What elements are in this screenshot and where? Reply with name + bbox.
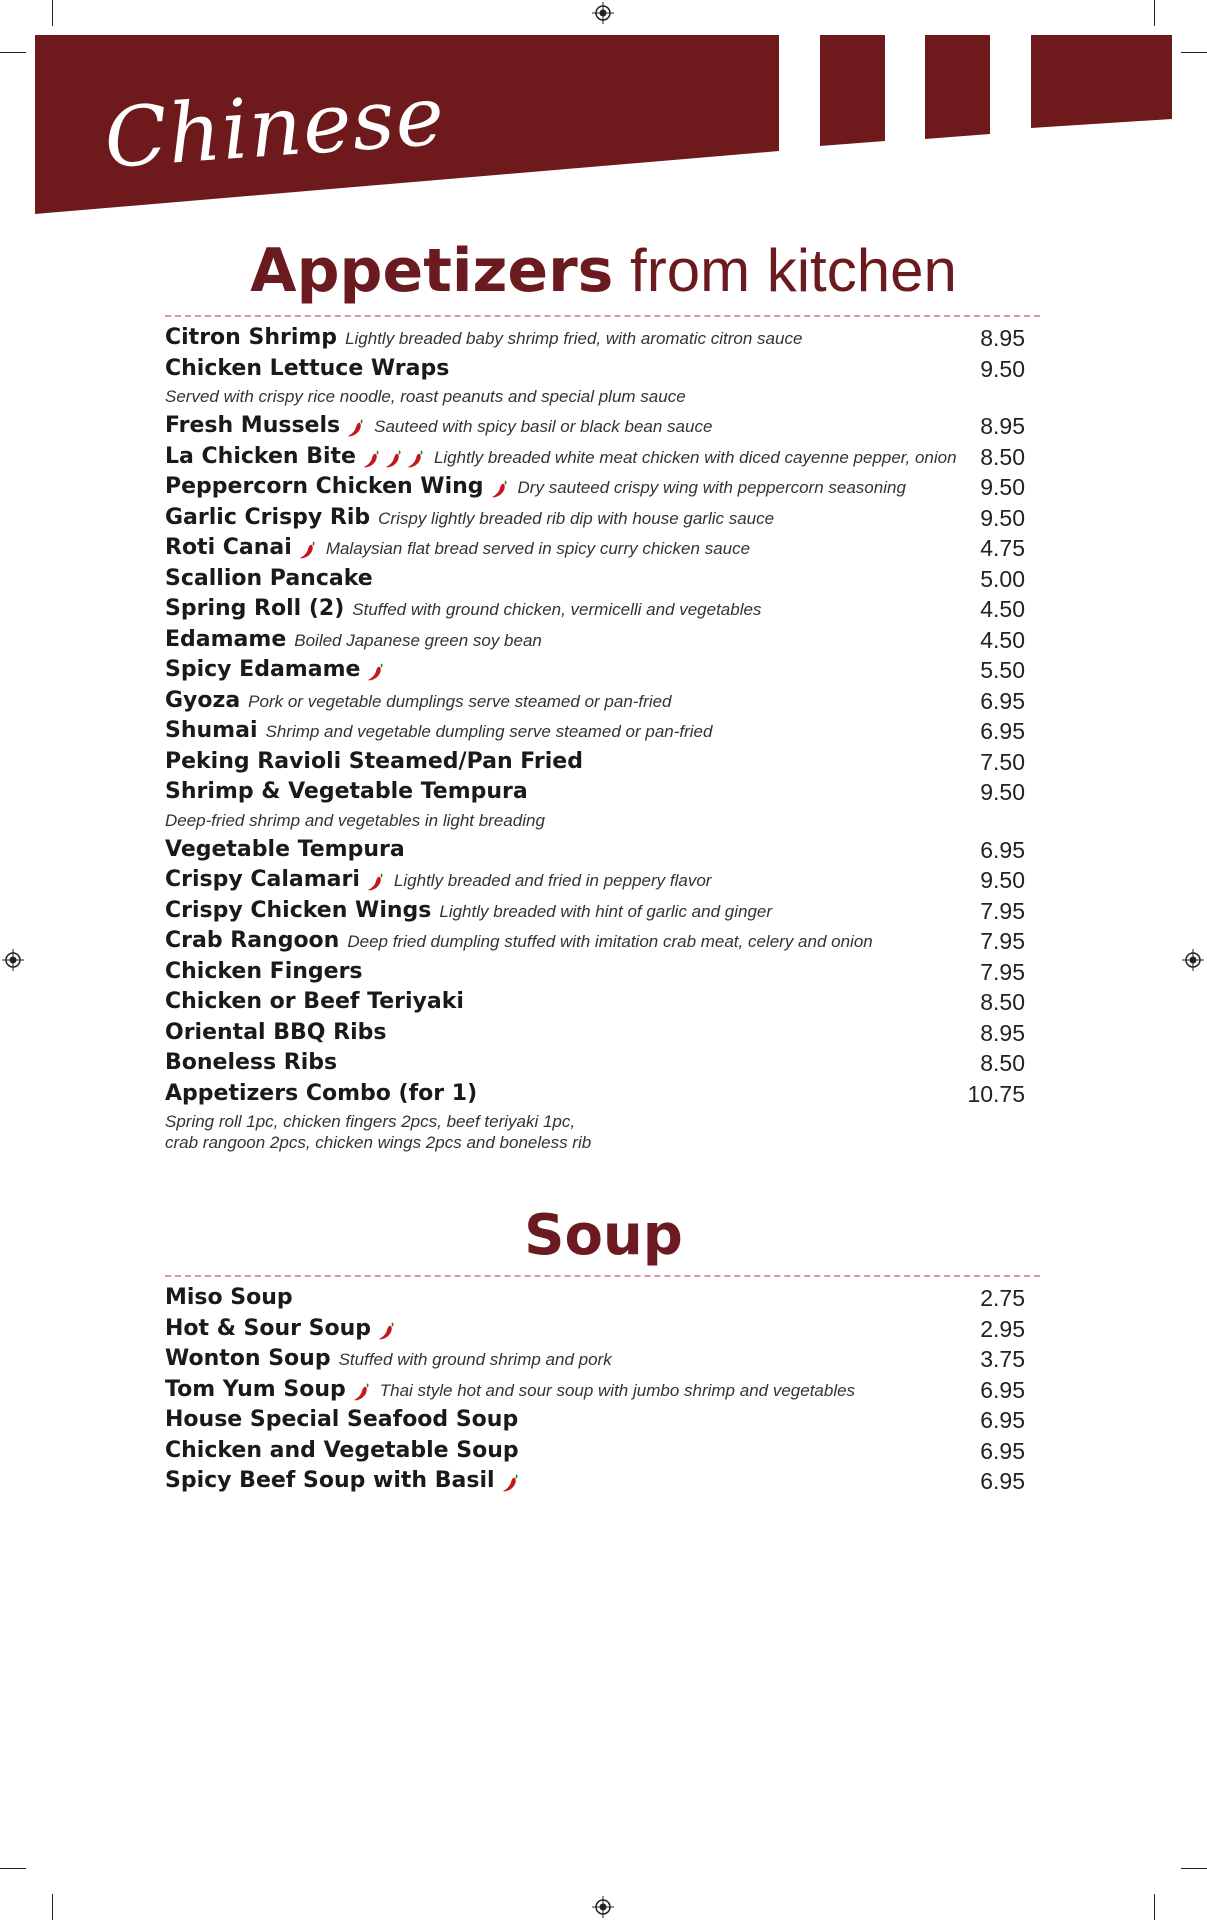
spicy-indicator xyxy=(501,1473,521,1493)
menu-item-name: Chicken Fingers xyxy=(165,958,363,984)
banner-stripe xyxy=(820,35,885,146)
menu-item-description: Pork or vegetable dumplings serve steamed or pan-fried xyxy=(248,691,672,711)
menu-item-price: 6.95 xyxy=(980,687,1025,714)
menu-item-row xyxy=(165,474,1025,505)
menu-item-name: Gyoza xyxy=(165,687,241,713)
spicy-indicator xyxy=(366,872,386,892)
menu-item-subtext: Deep-fried shrimp and vegetables in light breading xyxy=(165,810,545,830)
spicy-indicator xyxy=(490,479,510,499)
menu-item-price: 2.95 xyxy=(980,1315,1025,1342)
menu-item-description: Thai style hot and sour soup with jumbo shrimp and vegetables xyxy=(379,1380,856,1400)
menu-item-row xyxy=(165,989,1025,1020)
menu-item-name: Crispy Calamari xyxy=(165,867,360,892)
chili-pepper-icon xyxy=(362,449,382,469)
menu-item-name: Citron Shrimp xyxy=(165,325,338,350)
menu-item-price: 8.95 xyxy=(980,325,1025,351)
menu-item-row xyxy=(165,325,1025,356)
menu-item-row xyxy=(165,596,1025,627)
menu-item-name: La Chicken Bite xyxy=(165,443,356,469)
divider xyxy=(165,315,1040,317)
menu-item-row xyxy=(165,749,1025,780)
menu-item xyxy=(165,1020,1025,1051)
menu-item xyxy=(165,596,1025,627)
menu-item-row xyxy=(165,444,1025,475)
menu-item xyxy=(165,688,1025,719)
menu-item-description: Lightly breaded with hint of garlic and ginger xyxy=(439,901,773,921)
menu-item-row xyxy=(165,928,1025,959)
menu-item-row xyxy=(165,505,1025,536)
menu-item-price: 2.75 xyxy=(980,1285,1025,1311)
chili-pepper-icon xyxy=(384,449,404,469)
menu-item xyxy=(165,474,1025,505)
menu-item-price: 6.95 xyxy=(980,718,1025,744)
chili-pepper-icon xyxy=(298,540,318,560)
menu-item-description: Dry sauteed crispy wing with peppercorn seasoning xyxy=(517,478,906,497)
menu-item-name: Peppercorn Chicken Wing xyxy=(165,474,484,499)
menu-item-price: 8.95 xyxy=(980,1019,1025,1046)
menu-item-description: Stuffed with ground chicken, vermicelli and vegetables xyxy=(352,600,762,619)
menu-item-price: 6.95 xyxy=(980,1437,1025,1464)
menu-item xyxy=(165,898,1025,929)
menu-item xyxy=(165,1468,1025,1499)
menu-item xyxy=(165,718,1025,749)
menu-item-row xyxy=(165,356,1025,387)
menu-item-name: Garlic Crispy Rib xyxy=(165,504,371,530)
chili-pepper-icon xyxy=(366,872,386,892)
menu-item-row xyxy=(165,627,1025,658)
spicy-indicator xyxy=(377,1321,397,1341)
menu-item-description: Stuffed with ground shrimp and pork xyxy=(338,1350,612,1369)
banner-title: Chinese xyxy=(101,68,448,187)
menu-item xyxy=(165,505,1025,536)
menu-item-description: Malaysian flat bread served in spicy curry chicken sauce xyxy=(325,539,751,558)
menu-item-name: Oriental BBQ Ribs xyxy=(165,1019,387,1045)
menu-item-price: 10.75 xyxy=(967,1080,1025,1107)
menu-item-description: Shrimp and vegetable dumpling serve steamed or pan-fried xyxy=(265,722,713,741)
menu-item-price: 8.50 xyxy=(980,443,1025,470)
spicy-indicator xyxy=(366,662,386,682)
menu-item-price: 9.50 xyxy=(980,504,1025,531)
menu-item xyxy=(165,1316,1025,1347)
menu-item-name: Crispy Chicken Wings xyxy=(165,897,432,923)
crop-mark xyxy=(1154,1894,1155,1920)
menu-item xyxy=(165,325,1025,356)
menu-item-price: 9.50 xyxy=(980,867,1025,893)
menu-item-price: 3.75 xyxy=(980,1346,1025,1372)
menu-item-price: 6.95 xyxy=(980,1376,1025,1403)
menu-item-name: Roti Canai xyxy=(165,535,292,560)
menu-item-price: 7.95 xyxy=(980,958,1025,985)
menu-item xyxy=(165,779,1025,837)
divider xyxy=(165,1275,1040,1277)
menu-item-row xyxy=(165,837,1025,868)
menu-item xyxy=(165,867,1025,898)
menu-item-row xyxy=(165,688,1025,719)
menu-item-name: Spicy Beef Soup with Basil xyxy=(165,1468,495,1493)
menu-item xyxy=(165,928,1025,959)
menu-item-row xyxy=(165,898,1025,929)
menu-item-name: Crab Rangoon xyxy=(165,928,340,953)
menu-item-row xyxy=(165,779,1025,810)
menu-item-name: Scallion Pancake xyxy=(165,565,373,591)
menu-item-price: 5.50 xyxy=(980,657,1025,683)
menu-item-row xyxy=(165,535,1025,566)
menu-item-name: Fresh Mussels xyxy=(165,413,341,438)
menu-item-price: 7.50 xyxy=(980,748,1025,775)
banner-stripe xyxy=(925,35,990,139)
menu-item xyxy=(165,356,1025,414)
menu-item-description: Crispy lightly breaded rib dip with house garlic sauce xyxy=(378,508,775,528)
spicy-indicator xyxy=(346,418,366,438)
menu-item xyxy=(165,535,1025,566)
menu-item-name: Tom Yum Soup xyxy=(165,1376,346,1402)
menu-item-subtext: Spring roll 1pc, chicken fingers 2pcs, beef teriyaki 1pc, xyxy=(165,1112,576,1131)
menu-item-description: Deep fried dumpling stuffed with imitation crab meat, celery and onion xyxy=(347,932,873,951)
menu-item-name: Boneless Ribs xyxy=(165,1050,338,1075)
menu-item-price: 7.95 xyxy=(980,897,1025,924)
chili-pepper-icon xyxy=(366,662,386,682)
menu-item-name: Shrimp & Vegetable Tempura xyxy=(165,779,528,804)
menu-item-name: Edamame xyxy=(165,626,287,652)
menu-item-price: 9.50 xyxy=(980,474,1025,500)
crop-mark xyxy=(0,1868,26,1869)
menu-item-price: 6.95 xyxy=(980,1468,1025,1494)
menu-item-row xyxy=(165,1377,1025,1408)
menu-item xyxy=(165,959,1025,990)
appetizers-heading xyxy=(0,236,1207,306)
menu-item-row xyxy=(165,1438,1025,1469)
menu-item-description: Lightly breaded baby shrimp fried, with aromatic citron sauce xyxy=(345,329,803,348)
chili-pepper-icon xyxy=(406,449,426,469)
menu-item-name: Appetizers Combo (for 1) xyxy=(165,1080,478,1106)
menu-item-price: 4.75 xyxy=(980,535,1025,561)
menu-item-row xyxy=(165,1081,1025,1112)
menu-item-price: 6.95 xyxy=(980,1407,1025,1433)
menu-item-name: Spicy Edamame xyxy=(165,657,361,682)
menu-item-name: Chicken or Beef Teriyaki xyxy=(165,989,464,1014)
registration-mark-icon xyxy=(1182,949,1204,971)
menu-item xyxy=(165,1081,1025,1160)
chili-pepper-icon xyxy=(490,479,510,499)
menu-item-row xyxy=(165,959,1025,990)
menu-item-name: Chicken Lettuce Wraps xyxy=(165,355,450,381)
menu-item-row xyxy=(165,1468,1025,1499)
menu-item-name: Spring Roll (2) xyxy=(165,596,345,621)
menu-item xyxy=(165,657,1025,688)
menu-item-price: 5.00 xyxy=(980,565,1025,592)
menu-item-row xyxy=(165,1020,1025,1051)
menu-item xyxy=(165,1050,1025,1081)
menu-item-name: Vegetable Tempura xyxy=(165,836,405,862)
menu-item-row xyxy=(165,566,1025,597)
menu-item xyxy=(165,989,1025,1020)
menu-item-name: Miso Soup xyxy=(165,1285,293,1310)
menu-item xyxy=(165,837,1025,868)
menu-item-row xyxy=(165,718,1025,749)
appetizers-heading-light: from kitchen xyxy=(630,237,957,304)
menu-item-price: 4.50 xyxy=(980,596,1025,622)
menu-item-row xyxy=(165,1316,1025,1347)
menu-item-row xyxy=(165,1050,1025,1081)
menu-item-subtext: crab rangoon 2pcs, chicken wings 2pcs and boneless rib xyxy=(165,1133,592,1152)
crop-mark xyxy=(52,1894,53,1920)
appetizers-list xyxy=(165,325,1025,1159)
soup-heading: Soup xyxy=(524,1203,683,1268)
menu-item-row xyxy=(165,867,1025,898)
chili-pepper-icon xyxy=(346,418,366,438)
menu-item-description: Lightly breaded and fried in peppery flavor xyxy=(393,871,712,890)
menu-item xyxy=(165,627,1025,658)
chili-pepper-icon xyxy=(377,1321,397,1341)
menu-item-row xyxy=(165,1407,1025,1438)
menu-item-price: 9.50 xyxy=(980,355,1025,382)
registration-mark-icon xyxy=(592,1896,614,1918)
crop-mark xyxy=(1181,1868,1207,1869)
menu-item-description: Boiled Japanese green soy bean xyxy=(294,630,542,650)
menu-item-price: 7.95 xyxy=(980,928,1025,954)
menu-item-subtext: Served with crispy rice noodle, roast peanuts and special plum sauce xyxy=(165,387,686,406)
menu-item xyxy=(165,1438,1025,1469)
menu-item-price: 8.50 xyxy=(980,989,1025,1015)
menu-item-name: Wonton Soup xyxy=(165,1346,331,1371)
menu-item xyxy=(165,1346,1025,1377)
menu-item xyxy=(165,413,1025,444)
menu-item xyxy=(165,566,1025,597)
menu-item-price: 4.50 xyxy=(980,626,1025,653)
menu-item-price: 8.95 xyxy=(980,413,1025,439)
menu-item-name: Chicken and Vegetable Soup xyxy=(165,1437,519,1463)
soup-list xyxy=(165,1285,1025,1499)
menu-item-description: Sauteed with spicy basil or black bean sauce xyxy=(374,417,713,436)
spicy-indicator xyxy=(352,1382,372,1402)
chili-pepper-icon xyxy=(501,1473,521,1493)
menu-item xyxy=(165,1377,1025,1408)
spicy-indicator xyxy=(362,449,426,469)
menu-item-price: 8.50 xyxy=(980,1050,1025,1076)
appetizers-heading-bold: Appetizers xyxy=(250,236,614,306)
menu-item xyxy=(165,1285,1025,1316)
chili-pepper-icon xyxy=(352,1382,372,1402)
menu-item-name: Shumai xyxy=(165,718,258,743)
registration-mark-icon xyxy=(2,949,24,971)
menu-item xyxy=(165,1407,1025,1438)
menu-item-price: 9.50 xyxy=(980,779,1025,805)
menu-item-name: Hot & Sour Soup xyxy=(165,1315,372,1341)
menu-item-row xyxy=(165,1346,1025,1377)
spicy-indicator xyxy=(298,540,318,560)
menu-item-row xyxy=(165,413,1025,444)
banner-stripe xyxy=(1031,35,1172,128)
menu-item xyxy=(165,444,1025,475)
menu-item-name: Peking Ravioli Steamed/Pan Fried xyxy=(165,748,583,774)
menu-item-description: Lightly breaded white meat chicken with diced cayenne pepper, onion xyxy=(433,447,957,467)
menu-item-name: House Special Seafood Soup xyxy=(165,1407,519,1432)
menu-item xyxy=(165,749,1025,780)
menu-item-price: 6.95 xyxy=(980,836,1025,863)
menu-item-row xyxy=(165,1285,1025,1316)
menu-item-row xyxy=(165,657,1025,688)
